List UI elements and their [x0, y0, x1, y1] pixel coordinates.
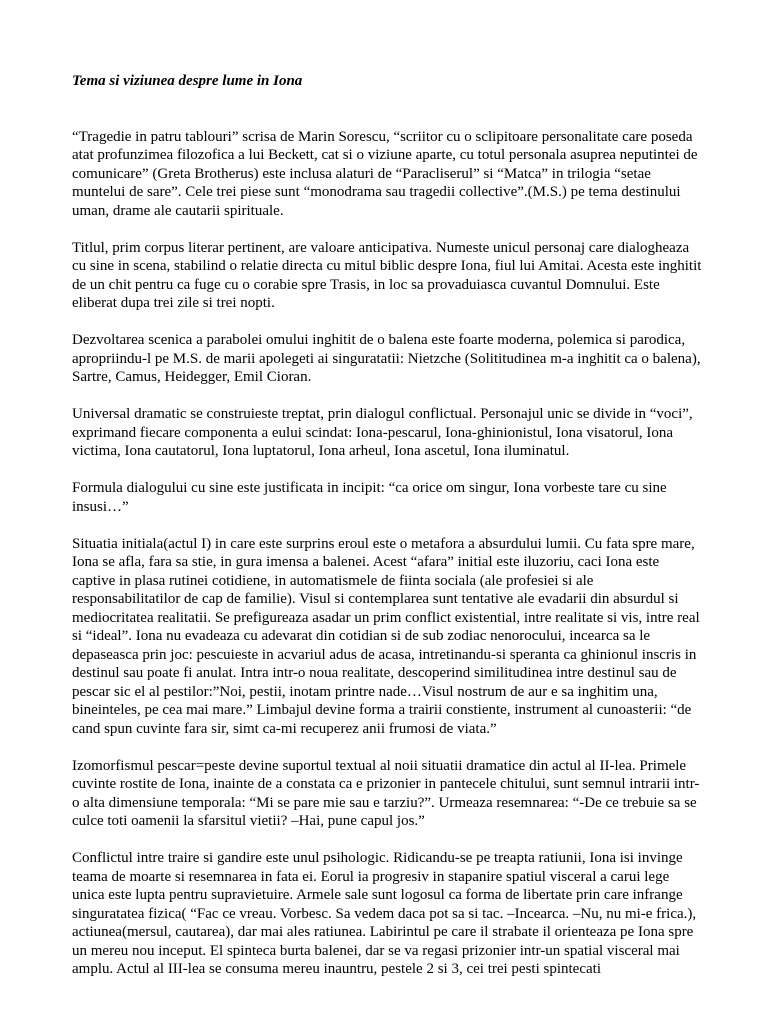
- paragraph: Universal dramatic se construieste treptat, prin dialogul conflictual. Personajul unic se divide in “voci”, exprimand fiecare componenta a eului scindat: Iona-pescarul, Iona-ghinionistul, Iona visatorul, Iona victima, Iona cautatorul, Iona luptatorul, Iona arheul, Iona ascetul, Iona iluminatul.: [72, 406, 693, 459]
- paragraph: Situatia initiala(actul I) in care este surprins eroul este o metafora a absurdului lumii. Cu fata spre mare, Iona se afla, fara sa stie, in gura imensa a balenei. Acest “afara” initial este iluzoriu, caci Iona este captive in plasa rutinei cotidiene, in automatismele de fiinta sociala (ale profesiei si ale responsabilitatilor de cap de familie). Visul si contemplarea sunt tentative ale evadarii din absurdul si mediocritatea realitatii. Se prefigureaza asadar un prim conflict existential, intre realitate si vis, intre real si “ideal”. Iona nu evadeaza cu adevarat din cotidian si de sub zodiac nenorocului, incearca sa le depaseasca prin joc: pescuieste in acvariul adus de acasa, intretinandu-si speranta ca ghinionul inscris in destinul sau poate fi anulat. Intra intr-o noua realitate, descoperind similitudinea intre destinul sau de pescar sic el al pestilor:”Noi, pestii, inotam printre nade…Visul nostrum de aur e sa inghitim una, bineinteles, pe cea mai mare.” Limbajul devine forma a trairii constiente, instrument al cunoasterii: “de cand spun cuvinte fara sir, simt ca-mi recuperez anii frumosi de viata.”: [72, 535, 700, 737]
- paragraph: Formula dialogului cu sine este justificata in incipit: “ca orice om singur, Iona vorbeste tare cu sine insusi…”: [72, 480, 667, 515]
- paragraph: Titlul, prim corpus literar pertinent, are valoare anticipativa. Numeste unicul personaj care dialogheaza cu sine in scena, stabilind o relatie directa cu mitul biblic despre Iona, fiul lui Amitai. Acesta este inghitit de un chit pentru ca fuge cu o corabie spre Trasis, in loc sa provaduiasca cuvantul Domnului. Este eliberat dupa trei zile si trei nopti.: [72, 239, 702, 311]
- paragraph: Conflictul intre traire si gandire este unul psihologic. Ridicandu-se pe treapta ratiunii, Iona isi invinge teama de moarte si resemnarea in fata ei. Eorul ia progresiv in stapanire spatiul visceral a carui lege unica este lupta pentru supravietuire. Armele sale sunt logosul ca forma de libertate prin care infrange singuratatea fizica( “Fac ce vreau. Vorbesc. Sa vedem daca pot sa si tac. –Incearca. –Nu, nu mi-e frica.), actiunea(mersul, cautarea), dar mai ales ratiunea. Labirintul pe care il strabate il orienteaza pe Iona spre un mereu nou inceput. El spinteca burta balenei, dar se va regasi prizonier intr-un spatial visceral mai amplu. Actul al III-lea se consuma mereu inauntru, pestele 2 si 3, cei trei pesti spintecati: [72, 850, 697, 977]
- document-page: [72, 72, 704, 997]
- paragraph: Dezvoltarea scenica a parabolei omului inghitit de o balena este foarte moderna, polemica si parodica, apropriindu-l pe M.S. de marii apolegeti ai singuratatii: Nietzche (Solititudinea m-a inghitit ca o balena), Sartre, Camus, Heidegger, Emil Cioran.: [72, 332, 701, 385]
- paragraph: “Tragedie in patru tablouri” scrisa de Marin Sorescu, “scriitor cu o sclipitoare personalitate care poseda atat profunzimea filozofica a lui Beckett, cat si o viziune aparte, cu totul personala asuprea neputintei de comunicare” (Greta Brotherus) este inclusa alaturi de “Paracliserul” si “Matca” in trilogia “setae muntelui de sare”. Cele trei piese sunt “monodrama sau tragedii collective”.(M.S.) pe tema destinului uman, drame ale cautarii spirituale.: [72, 128, 698, 219]
- document-title: Tema si viziunea despre lume in Iona: [72, 73, 303, 89]
- paragraph: Izomorfismul pescar=peste devine suportul textual al noii situatii dramatice din actul al II-lea. Primele cuvinte rostite de Iona, inainte de a constata ca e prizonier in pantecele chitului, sunt semnul intrarii intr-o alta dimensiune temporala: “Mi se pare mie sau e tarziu?”. Urmeaza resemnarea: “-De ce trebuie sa se culce toti oamenii la sfarsitul vietii? –Hai, pune capul jos.”: [72, 757, 700, 829]
